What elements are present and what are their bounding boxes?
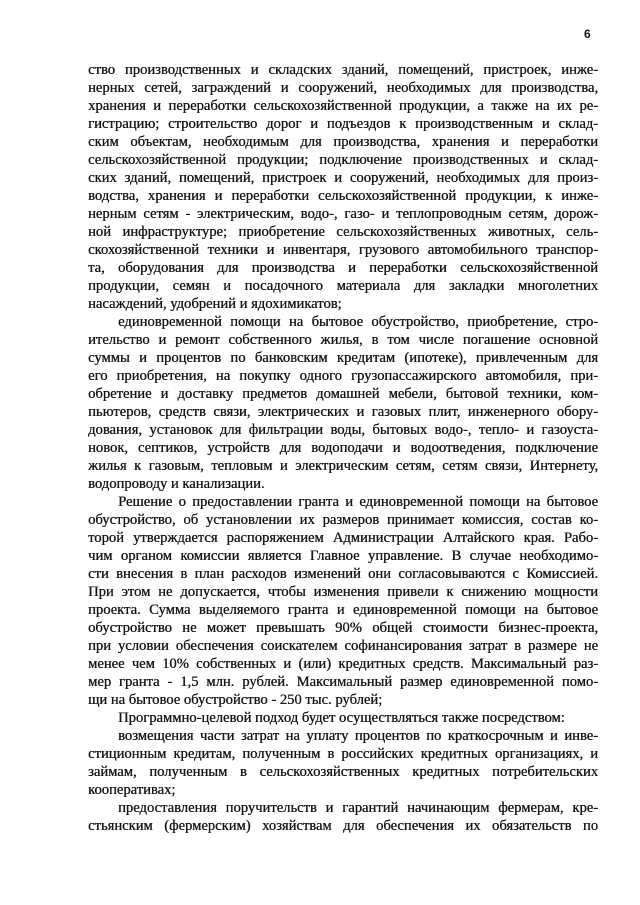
- text-line: сти внесения в план расходов изменений они согласовываются с Комиссией.: [88, 566, 598, 582]
- text-line: щи на бытовое обустройство - 250 тыс. рублей;: [88, 692, 383, 708]
- text-line: мер гранта - 1,5 млн. рублей. Максимальный размер единовременной помо-: [88, 674, 598, 690]
- text-line: обретение и доставку предметов домашней мебели, бытовой техники, ком-: [88, 386, 598, 402]
- text-line: хранения и переработки сельскохозяйственной продукции, а также на их ре-: [88, 98, 598, 114]
- text-line: нерных сетей, заграждений и сооружений, необходимых для производства,: [88, 80, 598, 96]
- text-line: продукции, семян и посадочного материала для закладки многолетних: [88, 278, 598, 294]
- text-line: проекта. Сумма выделяемого гранта и единовременной помощи на бытовое: [88, 602, 598, 618]
- text-line: жилья к газовым, тепловым и электрическим сетям, сетям связи, Интернету,: [88, 458, 598, 474]
- text-line: пьютеров, средств связи, электрических и газовых плит, инженерного обору-: [88, 404, 598, 420]
- text-line: водства, хранения и переработки сельскохозяйственной продукции, к инже-: [88, 188, 598, 204]
- text-line: нерным сетям - электрическим, водо-, газо- и теплопроводным сетям, дорож-: [88, 206, 598, 222]
- paragraph: [88, 727, 598, 799]
- page-number: 6: [584, 27, 591, 41]
- text-line: скохозяйственной техники и инвентаря, грузового автомобильного транспор-: [88, 242, 598, 258]
- text-line: при условии обеспечения соискателем софинансирования затрат в размере не: [88, 638, 598, 654]
- text-line: стиционным кредитам, полученным в российских кредитных организациях, и: [88, 746, 598, 762]
- text-line: ских зданий, помещений, пристроек и сооружений, необходимых для произ-: [88, 170, 598, 186]
- paragraph: [88, 709, 598, 727]
- paragraph: [88, 313, 598, 493]
- text-line: менее чем 10% собственных и (или) кредитных средств. Максимальный раз-: [88, 656, 598, 672]
- text-line: ной инфраструктуре; приобретение сельскохозяйственных животных, сель-: [88, 224, 598, 240]
- paragraph: [88, 61, 598, 313]
- text-line: стьянским (фермерским) хозяйствам для обеспечения их обязательств по: [88, 818, 598, 834]
- text-line: сельскохозяйственной продукции; подключение производственных и склад-: [88, 152, 598, 168]
- text-line: торой утверждается распоряжением Администрации Алтайского края. Рабо-: [88, 530, 598, 546]
- text-line: обустройство не может превышать 90% общей стоимости бизнес-проекта,: [88, 620, 598, 636]
- text-line: чим органом комиссии является Главное управление. В случае необходимо-: [88, 548, 598, 564]
- text-line: ским объектам, необходимым для производства, хранения и переработки: [88, 134, 598, 150]
- text-line: ство производственных и складских зданий, помещений, пристроек, инже-: [88, 62, 598, 78]
- paragraph: [88, 493, 598, 709]
- text-line: дования, установок для фильтрации воды, бытовых водо-, тепло- и газоуста-: [88, 422, 598, 438]
- text-line: обустройство, об установлении их размеров принимает комиссия, состав ко-: [88, 512, 598, 528]
- text-line: суммы и процентов по банковским кредитам (ипотеке), привлеченным для: [88, 350, 598, 366]
- text-line: новок, септиков, устройств для водоподачи и водоотведения, подключение: [88, 440, 598, 456]
- text-line: При этом не допускается, чтобы изменения привели к снижению мощности: [88, 584, 598, 600]
- text-line: гистрацию; строительство дорог и подъездов к производственным и склад-: [88, 116, 598, 132]
- text-line: та, оборудования для производства и переработки сельскохозяйственной: [88, 260, 598, 276]
- text-line: Программно-целевой подход будет осуществляться также посредством:: [118, 710, 565, 726]
- text-line: его приобретения, на покупку одного грузопассажирского автомобиля, при-: [88, 368, 598, 384]
- text-line: займам, полученным в сельскохозяйственных кредитных потребительских: [88, 764, 598, 780]
- text-line: насаждений, удобрений и ядохимикатов;: [88, 296, 342, 312]
- text-line: Решение о предоставлении гранта и единовременной помощи на бытовое: [118, 494, 598, 510]
- text-line: кооперативах;: [88, 782, 176, 798]
- paragraph: [88, 799, 598, 835]
- document-body: [88, 61, 598, 835]
- text-line: возмещения части затрат на уплату процентов по краткосрочным и инве-: [118, 728, 598, 744]
- text-line: ительство и ремонт собственного жилья, в том числе погашение основной: [88, 332, 598, 348]
- text-line: предоставления поручительств и гарантий начинающим фермерам, кре-: [118, 800, 598, 816]
- text-line: водопроводу и канализации.: [88, 476, 265, 492]
- text-line: единовременной помощи на бытовое обустройство, приобретение, стро-: [118, 314, 598, 330]
